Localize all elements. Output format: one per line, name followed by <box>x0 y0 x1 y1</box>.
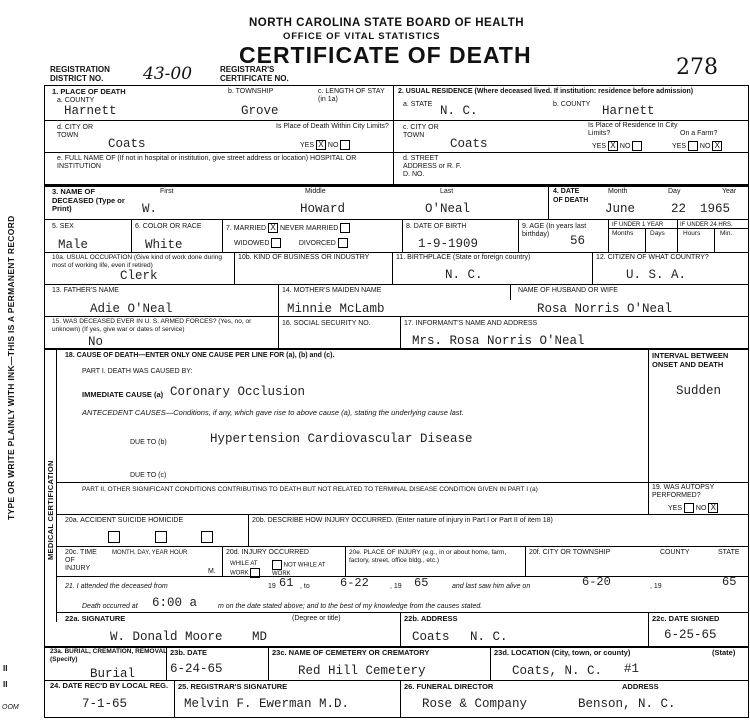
attended-to-date: 6-22 <box>340 576 369 590</box>
decedent-age: 56 <box>570 234 586 248</box>
divider <box>648 482 649 514</box>
divider <box>56 546 749 547</box>
divider <box>56 514 749 515</box>
label: Is Place of Death Within City Limits? <box>276 123 389 130</box>
physician-city: Coats <box>412 630 450 644</box>
label: Min. <box>720 230 733 237</box>
death-time: 6:00 a <box>152 596 198 610</box>
label: IMMEDIATE CAUSE (a) <box>82 390 164 399</box>
farm-checkbox[interactable]: YES NO X <box>672 141 722 151</box>
divider <box>393 120 749 121</box>
label: 5. SEX <box>52 223 74 230</box>
label: , to <box>300 583 310 590</box>
burial-date: 6-24-65 <box>170 662 223 676</box>
not-at-work-checkbox[interactable]: NOT WHILE AT WORK <box>272 560 332 578</box>
label: Last <box>440 188 454 195</box>
label: ADDRESS <box>622 682 659 691</box>
label: 11. BIRTHPLACE (State or foreign country) <box>396 254 531 261</box>
divider <box>400 680 401 718</box>
mother-name: Minnie McLamb <box>287 302 385 316</box>
margin-mark: II <box>3 664 8 673</box>
label: 17. INFORMANT'S NAME AND ADDRESS <box>404 320 538 327</box>
label: 16. SOCIAL SECURITY NO. <box>282 320 371 327</box>
spouse-name: Rosa Norris O'Neal <box>537 302 673 316</box>
certificate-number: 278 <box>676 55 718 80</box>
label: NAME OF HUSBAND OR WIFE <box>518 287 618 294</box>
decedent-last: O'Neal <box>425 202 471 216</box>
birthplace: N. C. <box>445 268 483 282</box>
label: 22b. ADDRESS <box>404 614 458 623</box>
armed-forces: No <box>88 335 104 349</box>
residence-state: N. C. <box>440 104 478 118</box>
residence-limits-checkbox[interactable]: YES X NO <box>592 141 642 151</box>
informant: Mrs. Rosa Norris O'Neal <box>412 334 585 348</box>
label: e. FULL NAME OF (If not in hospital or institution, give street address or location) HOSPITAL OR INSTITUTION <box>57 155 357 170</box>
physician-state: N. C. <box>470 630 508 644</box>
marital-status-2[interactable]: WIDOWED DIVORCED <box>234 238 348 248</box>
label: Hours <box>683 230 701 237</box>
label: (Degree or title) <box>292 615 341 622</box>
label: b. COUNTY <box>553 101 591 108</box>
label: 26. FUNERAL DIRECTOR <box>404 682 494 691</box>
label: 6. COLOR OR RACE <box>135 223 202 230</box>
margin-mark: OOM <box>2 704 19 711</box>
divider <box>510 284 511 300</box>
divider <box>268 646 269 680</box>
label: PART II. OTHER SIGNIFICANT CONDITIONS CONTRIBUTING TO DEATH BUT NOT RELATED TO TERMINAL DISEASE CONDITION GIVEN IN PART I (a) <box>82 486 538 493</box>
death-month: June <box>605 202 636 216</box>
residence-city: Coats <box>450 137 488 151</box>
label: STATE <box>718 549 740 556</box>
death-city: Coats <box>108 137 146 151</box>
margin-mark: II <box>3 680 8 689</box>
label: DUE TO (b) <box>130 439 167 446</box>
divider <box>222 219 223 252</box>
label: 20e. PLACE OF INJURY (e.g., in or about home, farm, factory, street, office bldg., etc.) <box>349 549 507 564</box>
death-day: 22 <box>671 202 687 216</box>
divider <box>525 546 526 576</box>
divider <box>44 284 749 285</box>
registrar-cert-label: REGISTRAR'S CERTIFICATE NO. <box>220 65 289 83</box>
divider <box>222 546 223 576</box>
label: Death occurred at <box>82 603 138 610</box>
accident-checkbox[interactable] <box>108 531 120 543</box>
divider <box>44 316 749 317</box>
label: 10a. USUAL OCCUPATION (Give kind of work done during most of working life, even if retired) <box>52 254 223 269</box>
divider <box>56 348 57 622</box>
attended-from-year: 61 <box>279 576 294 590</box>
divider <box>648 348 649 482</box>
autopsy-checkbox[interactable]: YES NO X <box>668 503 718 513</box>
label: 22c. DATE SIGNED <box>652 614 720 623</box>
label: b. TOWNSHIP <box>228 88 274 95</box>
label: 20d. INJURY OCCURRED <box>226 549 309 556</box>
divider <box>44 348 749 350</box>
agency-name: NORTH CAROLINA STATE BOARD OF HEALTH <box>249 17 525 29</box>
label: 24. DATE REC'D BY LOCAL REG. <box>50 681 169 690</box>
office-name: OFFICE OF VITAL STATISTICS <box>283 31 441 42</box>
label: m on the date stated above; and to the best of my knowledge from the causes stated. <box>218 603 483 610</box>
label: On a Farm? <box>680 130 718 137</box>
received-date: 7-1-65 <box>82 697 128 711</box>
label: 14. MOTHER'S MAIDEN NAME <box>282 287 382 294</box>
label: 22a. SIGNATURE <box>65 614 126 623</box>
decedent-first: W. <box>142 202 158 216</box>
divider <box>400 612 401 646</box>
label: Day <box>668 188 681 195</box>
father-name: Adie O'Neal <box>90 302 173 316</box>
label: PART I. DEATH WAS CAUSED BY: <box>82 368 193 375</box>
label: 20b. DESCRIBE HOW INJURY OCCURRED. (Enter nature of injury in Part I or Part II of item 18) <box>252 517 553 524</box>
label: 10b. KIND OF BUSINESS OR INDUSTRY <box>238 254 370 261</box>
label: d. CITY OR TOWN <box>57 124 94 139</box>
label: 12. CITIZEN OF WHAT COUNTRY? <box>596 254 709 261</box>
divider <box>648 612 649 646</box>
death-township: Grove <box>241 104 279 118</box>
label: Months <box>612 230 634 237</box>
location-mark: #1 <box>624 662 640 676</box>
birth-date: 1-9-1909 <box>418 237 479 251</box>
divider <box>490 646 491 680</box>
label: 3. NAME OF DECEASED (Type or Print) <box>52 187 125 213</box>
label: 23a. BURIAL, CREMATION, REMOVAL (Specify) <box>50 648 168 663</box>
label: Is Place of Residence In City Limits? <box>588 122 678 137</box>
citizenship: U. S. A. <box>626 268 687 282</box>
label: 21. I attended the deceased from <box>65 583 168 590</box>
divider <box>548 185 549 219</box>
divider <box>56 576 749 577</box>
date-signed: 6-25-65 <box>664 628 717 642</box>
due-to-b: Hypertension Cardiovascular Disease <box>210 432 473 446</box>
death-within-limits-checkbox[interactable]: YES X NO <box>300 140 350 150</box>
divider <box>402 219 403 252</box>
label: 8. DATE OF BIRTH <box>406 223 467 230</box>
label: IF UNDER 1 YEAR <box>612 222 664 228</box>
label: 23b. DATE <box>170 648 207 657</box>
label: and last saw him alive on <box>452 583 531 590</box>
label: , 19 <box>390 583 402 590</box>
last-saw-date: 6-20 <box>582 575 611 589</box>
label: d. STREET ADDRESS or R. F. D. NO. <box>403 155 462 178</box>
label: First <box>160 188 174 195</box>
label: 2. USUAL RESIDENCE (Where deceased lived. If institution: residence before admission) <box>398 88 694 95</box>
attended-to-year: 65 <box>414 576 429 590</box>
label: Month <box>608 188 628 195</box>
label: 20f. CITY OR TOWNSHIP <box>529 549 611 556</box>
label: c. LENGTH OF STAY (in 1a) <box>318 88 385 103</box>
divider <box>166 646 167 680</box>
death-year: 1965 <box>700 202 731 216</box>
label: ANTECEDENT CAUSES—Conditions, if any, which gave rise to above cause (a), stating the underlying cause last. <box>82 408 464 417</box>
divider <box>248 514 249 546</box>
label: IF UNDER 24 HRS. <box>680 222 733 228</box>
label: Days <box>650 230 665 237</box>
homicide-checkbox[interactable] <box>201 531 213 543</box>
cemetery: Red Hill Cemetery <box>298 664 426 678</box>
medical-certification-label: MEDICAL CERTIFICATION <box>46 460 55 560</box>
occupation: Clerk <box>120 269 158 283</box>
divider <box>714 228 715 252</box>
divider <box>56 482 749 483</box>
interval: Sudden <box>676 384 722 398</box>
burial-location: Coats, N. C. <box>512 664 603 678</box>
label: 4. DATE OF DEATH <box>553 188 589 204</box>
label: 13. FATHER'S NAME <box>52 287 119 294</box>
funeral-address: Benson, N. C. <box>578 697 676 711</box>
label: a. COUNTY <box>57 97 95 104</box>
label: a. STATE <box>403 101 433 108</box>
registration-number: 43-00 <box>143 64 193 84</box>
label: 20a. ACCIDENT SUICIDE HOMICIDE <box>65 517 184 524</box>
suicide-checkbox[interactable] <box>155 531 167 543</box>
label: (State) <box>712 648 736 657</box>
label: MONTH, DAY, YEAR HOUR <box>112 550 188 556</box>
label: 25. REGISTRAR'S SIGNATURE <box>178 682 288 691</box>
label: 20c. TIME OF INJURY <box>65 549 97 572</box>
residence-county: Harnett <box>602 104 655 118</box>
death-county: Harnett <box>64 104 117 118</box>
label: 23c. NAME OF CEMETERY OR CREMATORY <box>272 648 430 657</box>
decedent-sex: Male <box>58 238 89 252</box>
immediate-cause: Coronary Occlusion <box>170 385 306 399</box>
divider <box>677 219 678 252</box>
label: 19. WAS AUTOPSY PERFORMED? <box>652 484 715 499</box>
registration-label: REGISTRATION DISTRICT NO. <box>50 65 110 83</box>
divider <box>608 228 749 229</box>
label: Middle <box>305 188 326 195</box>
divider <box>234 252 235 284</box>
label: , 19 <box>650 583 662 590</box>
divider <box>608 219 609 252</box>
divider <box>44 252 749 253</box>
divider <box>44 219 749 220</box>
divider <box>131 219 132 252</box>
label: Year <box>722 188 737 195</box>
label: M. <box>208 568 216 575</box>
physician-degree: MD <box>252 630 268 644</box>
divider <box>345 546 346 576</box>
label: 15. WAS DECEASED EVER IN U. S. ARMED FORCES? (Yes, no, or unknown) (If yes, give war or dates of service) <box>52 318 252 333</box>
label: COUNTY <box>660 549 690 556</box>
divider <box>44 120 394 121</box>
label: 18. CAUSE OF DEATH—ENTER ONLY ONE CAUSE PER LINE FOR (a), (b) and (c). <box>65 352 335 359</box>
divider <box>645 228 646 252</box>
divider <box>174 680 175 718</box>
while-at-work-checkbox[interactable]: WHILE AT WORK <box>230 560 270 578</box>
decedent-middle: Howard <box>300 202 346 216</box>
divider <box>278 284 279 316</box>
marital-status[interactable]: 7. MARRIED X NEVER MARRIED <box>226 223 350 233</box>
decedent-race: White <box>145 238 183 252</box>
label: DUE TO (c) <box>130 472 167 479</box>
permanent-record-note: TYPE OR WRITE PLAINLY WITH INK—THIS IS A PERMANENT RECORD <box>6 215 16 520</box>
label: INTERVAL BETWEEN ONSET AND DEATH <box>652 351 729 369</box>
divider <box>56 612 749 613</box>
divider <box>518 219 519 252</box>
divider <box>44 185 749 187</box>
physician-signature: W. Donald Moore <box>110 630 223 644</box>
divider <box>592 252 593 284</box>
label: 23d. LOCATION (City, town, or county) <box>494 648 631 657</box>
divider <box>393 152 749 153</box>
label: 1. PLACE OF DEATH <box>52 87 126 96</box>
divider <box>44 152 394 153</box>
divider <box>400 316 401 348</box>
registrar-signature: Melvin F. Ewerman M.D. <box>184 697 350 711</box>
disposition: Burial <box>90 667 136 681</box>
funeral-director: Rose & Company <box>422 697 528 711</box>
divider <box>392 252 393 284</box>
label: c. CITY OR TOWN <box>403 124 439 139</box>
page-title: CERTIFICATE OF DEATH <box>239 42 532 68</box>
last-saw-year: 65 <box>722 575 737 589</box>
divider <box>278 316 279 348</box>
label: 19 <box>268 583 276 590</box>
label: 9. AGE (In years last birthday) <box>522 223 587 238</box>
